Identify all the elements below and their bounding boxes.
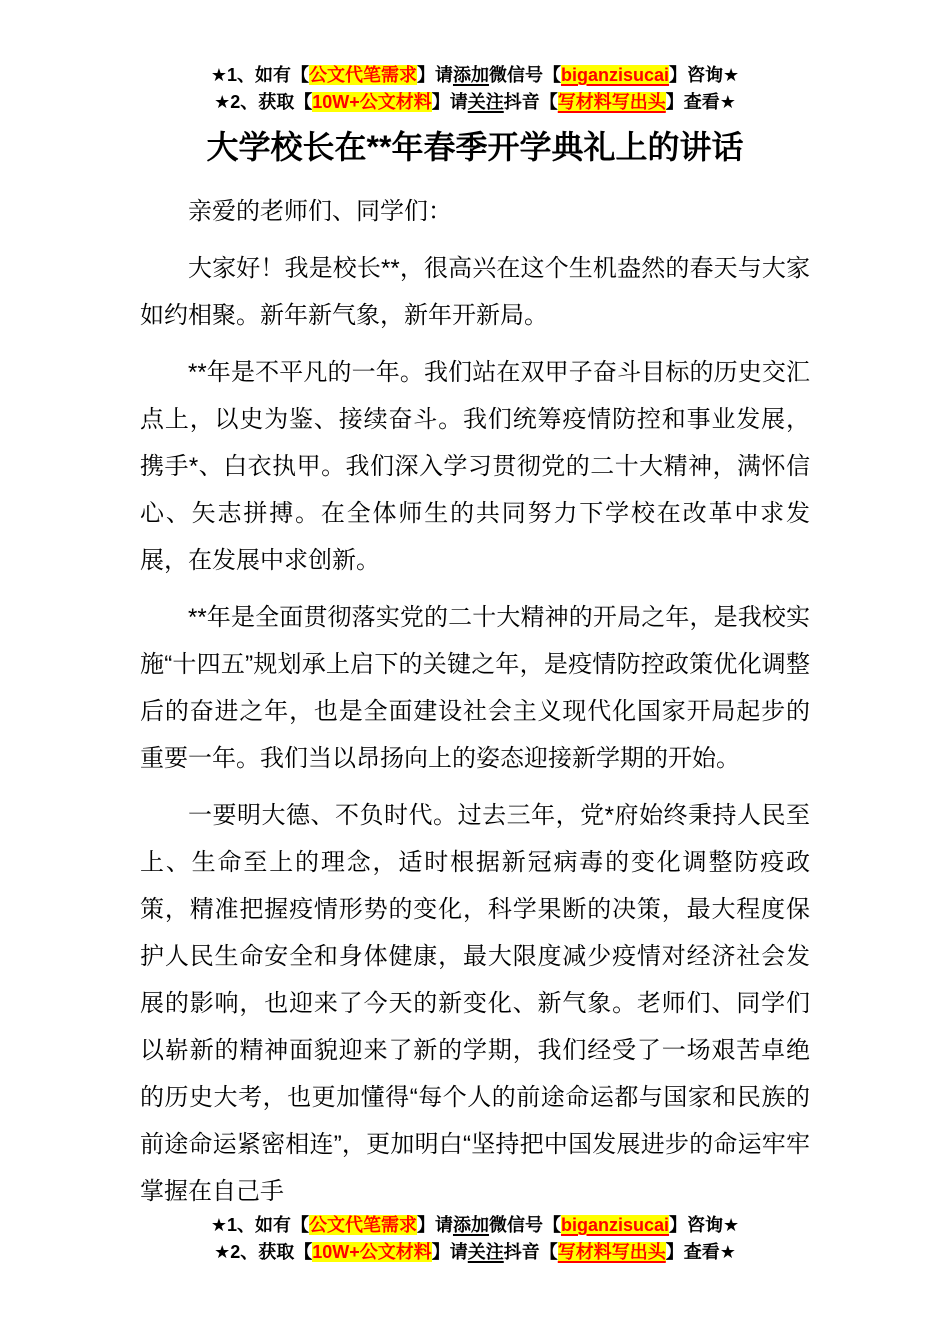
promo-segment-plain: ★2、获取【 [214, 1242, 313, 1262]
promo-segment-highlight-underline: 写材料写出头 [557, 92, 666, 112]
promo-segment-highlight-underline: biganzisucai [560, 1215, 670, 1235]
promo-segment-plain: 】查看★ [665, 92, 736, 112]
promo-segment-underline: 关注 [467, 92, 504, 112]
promo-segment-plain: 】查看★ [665, 1242, 736, 1262]
promo-segment-plain: 】咨询★ [669, 1215, 740, 1235]
promo-segment-plain: 】咨询★ [669, 65, 740, 85]
paragraph-4: **年是全面贯彻落实党的二十大精神的开局之年，是我校实施“十四五”规划承上启下的关键之年，是疫情防控政策优化调整后的奋进之年，也是全面建设社会主义现代化国家开局起步的重要一年。我们当以昂扬向上的姿态迎接新学期的开始。 [140, 604, 810, 772]
promo-segment-plain: 】请 [431, 92, 468, 112]
promo-segment-highlight-underline: 写材料写出头 [557, 1242, 666, 1262]
promo-segment-plain: 】请 [416, 65, 453, 85]
paragraph-3: **年是不平凡的一年。我们站在双甲子奋斗目标的历史交汇点上，以史为鉴、接续奋斗。我们统筹疫情防控和事业发展，携手*、白衣执甲。我们深入学习贯彻党的二十大精神，满怀信心、矢志拼搏。在全体师生的共同努力下学校在改革中求发展，在发展中求创新。 [140, 359, 810, 574]
promo-segment-underline: 关注 [467, 1242, 504, 1262]
promo-segment-highlight-underline: biganzisucai [560, 65, 670, 85]
promo-line-1 [0, 62, 950, 89]
promo-segment-plain: 】请 [431, 1242, 468, 1262]
promo-line-2 [0, 1239, 950, 1266]
promo-segment-plain: ★1、如有【 [210, 1215, 309, 1235]
paragraph-1: 亲爱的老师们、同学们： [188, 198, 452, 225]
promo-segment-underline: 添加 [452, 65, 489, 85]
paragraph-2: 大家好！我是校长**，很高兴在这个生机盎然的春天与大家如约相聚。新年新气象，新年开新局。 [140, 255, 810, 329]
promo-segment-plain: 抖音【 [503, 1242, 558, 1262]
promo-line-2 [0, 89, 950, 116]
promo-segment-highlight: 公文代笔需求 [308, 1215, 417, 1235]
promo-segment-plain: 抖音【 [503, 92, 558, 112]
document-content [140, 118, 810, 1225]
document-title: 大学校长在**年春季开学典礼上的讲话 [206, 129, 744, 165]
promo-segment-plain: ★1、如有【 [210, 65, 309, 85]
promo-segment-plain: 】请 [416, 1215, 453, 1235]
promo-segment-plain: 微信号【 [488, 1215, 561, 1235]
promo-segment-plain: ★2、获取【 [214, 92, 313, 112]
promo-banner-header [0, 62, 950, 116]
promo-segment-underline: 添加 [452, 1215, 489, 1235]
promo-segment-highlight: 公文代笔需求 [308, 65, 417, 85]
promo-banner-footer [0, 1212, 950, 1266]
promo-segment-highlight: 10W+公文材料 [312, 92, 432, 112]
paragraph-5: 一要明大德、不负时代。过去三年，党*府始终秉持人民至上、生命至上的理念，适时根据新冠病毒的变化调整防疫政策，精准把握疫情形势的变化，科学果断的决策，最大程度保护人民生命安全和身体健康，最大限度减少疫情对经济社会发展的影响，也迎来了今天的新变化、新气象。老师们、同学们以崭新的精神面貌迎来了新的学期，我们经受了一场艰苦卓绝的历史大考，也更加懂得“每个人的前途命运都与国家和民族的前途命运紧密相连”，更加明白“坚持把中国发展进步的命运牢牢掌握在自己手 [140, 802, 810, 1205]
document-body [140, 188, 810, 1215]
promo-segment-plain: 微信号【 [488, 65, 561, 85]
promo-line-1 [0, 1212, 950, 1239]
promo-segment-highlight: 10W+公文材料 [312, 1242, 432, 1262]
